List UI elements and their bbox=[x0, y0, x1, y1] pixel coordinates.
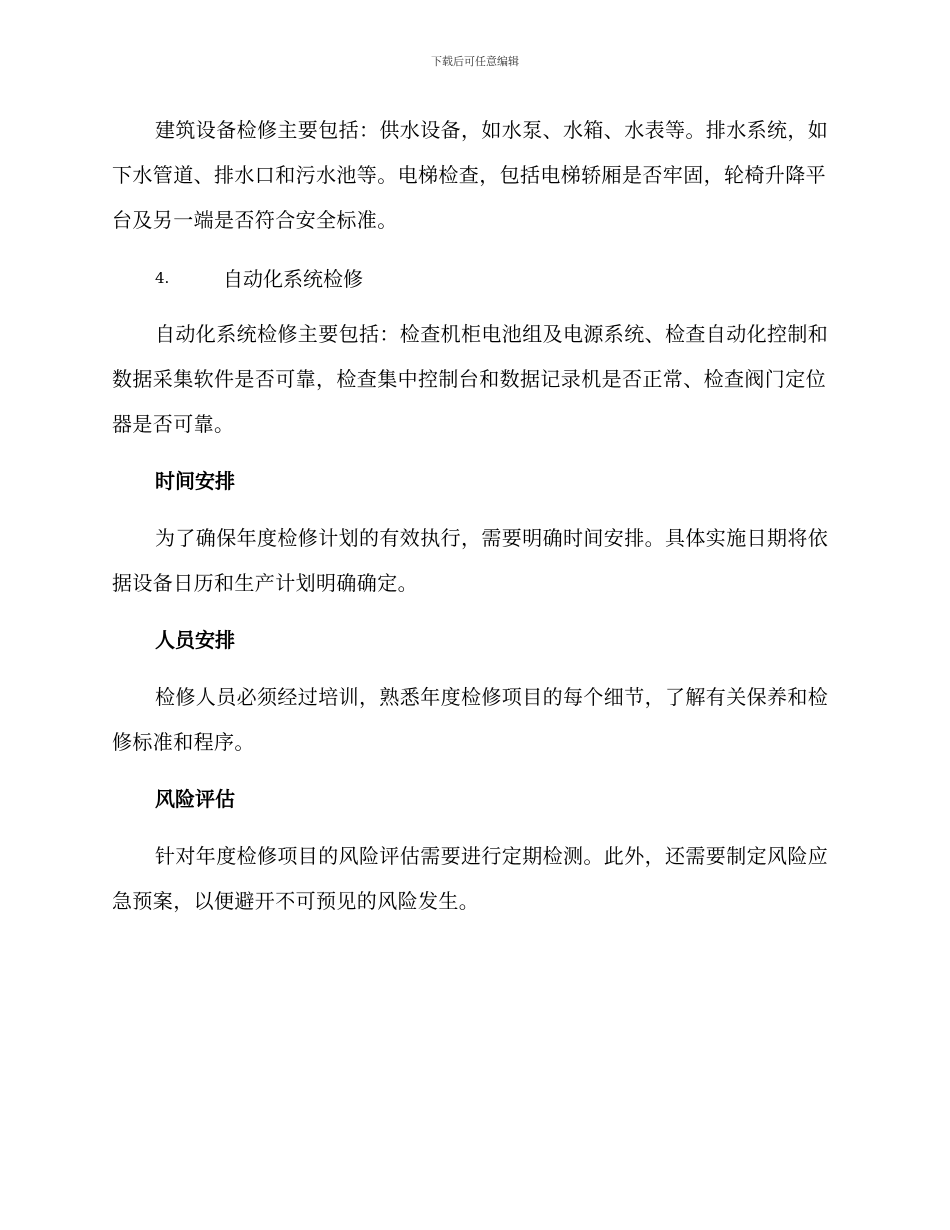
paragraph-automation: 自动化系统检修主要包括：检查机柜电池组及电源系统、检查自动化控制和数据采集软件是否可靠，检查集中控制台和数据记录机是否正常、检查阀门定位器是否可靠。 bbox=[112, 322, 829, 436]
document-body bbox=[112, 108, 832, 936]
heading-risk: 风险评估 bbox=[155, 787, 235, 811]
list-title: 自动化系统检修 bbox=[223, 267, 363, 291]
paragraph-risk: 针对年度检修项目的风险评估需要进行定期检测。此外，还需要制定风险应急预案，以便避开不可预见的风险发生。 bbox=[112, 844, 829, 913]
heading-time-schedule: 时间安排 bbox=[155, 469, 235, 493]
paragraph-building-equipment: 建筑设备检修主要包括：供水设备，如水泵、水箱、水表等。排水系统，如下水管道、排水口和污水池等。电梯检查，包括电梯轿厢是否牢固，轮椅升降平台及另一端是否符合安全标准。 bbox=[112, 118, 829, 232]
paragraph-staff: 检修人员必须经过培训，熟悉年度检修项目的每个细节，了解有关保养和检修标准和程序。 bbox=[112, 685, 829, 754]
paragraph-time-schedule: 为了确保年度检修计划的有效执行，需要明确时间安排。具体实施日期将依据设备日历和生产计划明确确定。 bbox=[112, 526, 829, 595]
numbered-heading-automation bbox=[112, 255, 832, 300]
heading-staff: 人员安排 bbox=[155, 628, 235, 652]
page-header: 下载后可任意编辑 bbox=[431, 55, 519, 68]
list-number: 4. bbox=[155, 268, 170, 287]
